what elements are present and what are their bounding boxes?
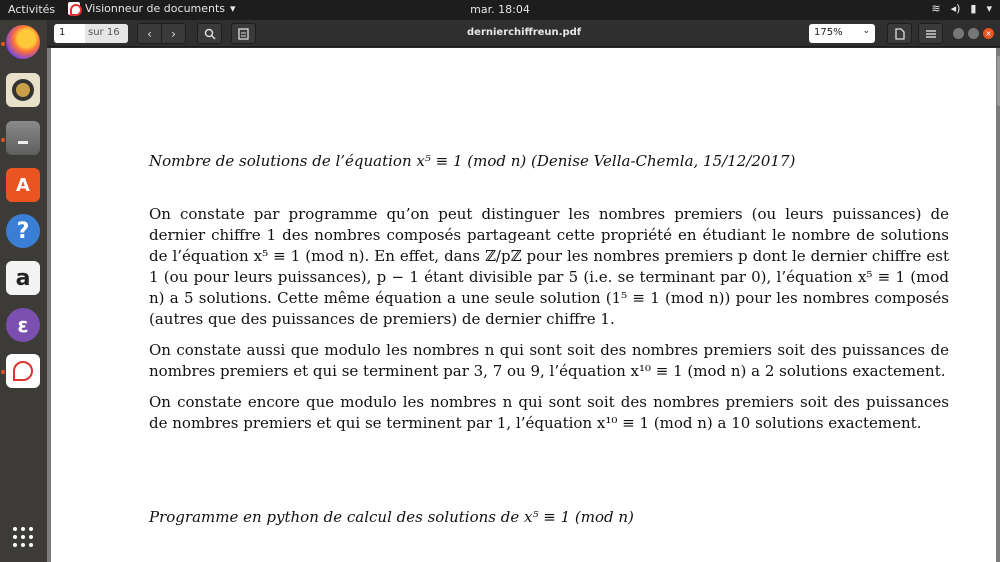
- document-viewer-icon[interactable]: [6, 354, 40, 388]
- volume-icon[interactable]: ◂): [950, 2, 961, 15]
- document-title: dernierchiffreun.pdf: [467, 27, 582, 38]
- app-name: Visionneur de documents: [85, 2, 226, 15]
- annotations-button[interactable]: [231, 23, 256, 44]
- ubuntu-software-icon[interactable]: A: [6, 168, 40, 202]
- close-icon: ×: [985, 29, 992, 38]
- hamburger-icon: [926, 29, 936, 39]
- search-icon: [204, 28, 216, 40]
- activities-button[interactable]: Activités: [8, 3, 56, 16]
- clock[interactable]: mar. 18:04: [470, 3, 530, 16]
- zoom-level: 175%: [814, 27, 843, 38]
- top-panel: [0, 0, 1000, 20]
- document-viewport[interactable]: [47, 48, 1000, 562]
- paragraph: On constate encore que modulo les nombres n qui sont soit des nombres premiers soit des puissances de nombres premiers et qui se terminent par 1, l’équation x¹⁰ ≡ 1 (mod n) a 10 solutions exactement.: [149, 393, 949, 432]
- document-properties-button[interactable]: [887, 23, 912, 44]
- next-page-button[interactable]: [161, 23, 186, 44]
- previous-page-button[interactable]: [137, 23, 162, 44]
- chevron-down-icon: ⌄: [862, 26, 870, 36]
- headerbar: [47, 20, 1000, 47]
- document-subheading: Programme en python de calcul des solutions de x⁵ ≡ 1 (mod n): [149, 508, 634, 526]
- battery-icon[interactable]: ▮: [970, 2, 977, 15]
- search-button[interactable]: [197, 23, 222, 44]
- menu-button[interactable]: [918, 23, 943, 44]
- chevron-right-icon: ›: [171, 26, 176, 41]
- maximize-button[interactable]: [968, 28, 979, 39]
- amazon-icon[interactable]: a: [6, 261, 40, 295]
- firefox-icon[interactable]: [6, 25, 40, 59]
- network-icon[interactable]: ≋: [931, 2, 941, 15]
- page-number-input[interactable]: [54, 24, 128, 43]
- minimize-button[interactable]: [953, 28, 964, 39]
- system-tray[interactable]: [931, 2, 992, 15]
- paragraph: On constate aussi que modulo les nombres n qui sont soit des nombres premiers soit des puissances de nombres premiers et qui se terminent par 3, 7 ou 9, l’équation x¹⁰ ≡ 1 (mod n) a 2 solutions exactement.: [149, 341, 949, 380]
- document-icon: [895, 28, 905, 40]
- zoom-select[interactable]: [809, 24, 875, 43]
- help-icon[interactable]: ?: [6, 214, 40, 248]
- chevron-left-icon: ‹: [147, 26, 152, 41]
- show-applications-icon[interactable]: [6, 520, 40, 554]
- running-indicator: [1, 370, 5, 374]
- document-heading: Nombre de solutions de l’équation x⁵ ≡ 1 (mod n) (Denise Vella-Chemla, 15/12/2017): [149, 152, 796, 170]
- emacs-icon[interactable]: ε: [6, 308, 40, 342]
- dock: [0, 20, 47, 562]
- running-indicator: [1, 138, 5, 142]
- page-number[interactable]: 1: [59, 27, 66, 38]
- running-indicator: [1, 42, 5, 46]
- paragraph: On constate par programme qu’on peut distinguer les nombres premiers (ou leurs puissances) de dernier chiffre 1 des nombres composés partageant cette propriété en étudiant le nombre de solutions de l’équation x⁵ ≡ 1 (mod n). En effet, dans ℤ/pℤ pour les nombres premiers p dont le dernier chiffre est 1 (ou pour leurs puissances), p − 1 étant divisible par 5 (i.e. se terminant par 0), l’équation x⁵ ≡ 1 (mod n) a 5 solutions. Cette même équation a une seule solution (1⁵ ≡ 1 (mod n)) pour les nombres composés (autres que des puissances de premiers) de dernier chiffre 1.: [149, 205, 949, 328]
- page-total: sur 16: [85, 24, 128, 43]
- chevron-down-icon: ▾: [230, 2, 236, 15]
- pdf-page: [51, 48, 996, 562]
- menu-chevron-icon[interactable]: ▾: [986, 2, 992, 15]
- clipboard-icon: [238, 27, 249, 40]
- rhythmbox-icon[interactable]: [6, 73, 40, 107]
- files-icon[interactable]: [6, 121, 40, 155]
- close-button[interactable]: [983, 28, 994, 39]
